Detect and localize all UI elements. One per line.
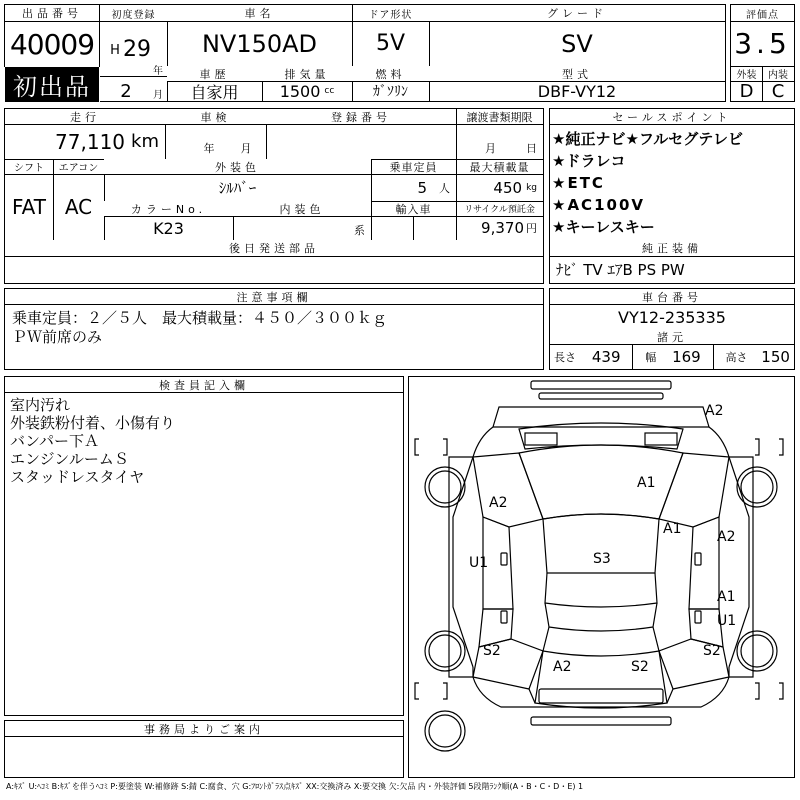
genuine-equipment-value: ﾅﾋﾞ TV ｴｱB PS PW [549, 256, 795, 284]
aircon-header: エアコン [53, 159, 105, 175]
int-color-cell [233, 216, 372, 241]
spec-divider [632, 344, 633, 370]
fuel-value: ｶﾞｿﾘﾝ [352, 81, 430, 102]
first-reg-month-unit: 月 [153, 89, 163, 100]
color-no-value: K23 [104, 216, 234, 241]
door-value: 5V [352, 21, 430, 67]
damage-diagram [408, 376, 795, 778]
sales-points-header: セールスポイント [549, 108, 795, 125]
mileage-header: 走行 [4, 108, 166, 125]
first-listing-badge: 初出品 [5, 67, 99, 102]
model-value: DBF-VY12 [429, 81, 726, 102]
ext-color-value: ｼﾙﾊﾞｰ [104, 174, 372, 202]
damage-mark: A1 [637, 475, 656, 491]
lot-number: 40009 [4, 21, 100, 67]
history-value: 自家用 [167, 81, 263, 102]
damage-mark: U1 [469, 555, 489, 571]
door-header: ドア形状 [352, 4, 430, 22]
recycle-cell [456, 216, 544, 241]
int-color-unit: 系 [354, 224, 365, 237]
office-header: 事務局よりご案内 [4, 720, 404, 737]
capacity-unit: 人 [439, 181, 450, 195]
max-load-unit: kg [526, 182, 537, 193]
plate-header: 登録番号 [266, 108, 457, 125]
spec-height-label: 高さ [725, 350, 748, 364]
color-no-header: カラーNo. [104, 201, 234, 217]
damage-mark: A2 [553, 659, 572, 675]
plate-value [266, 124, 457, 160]
int-header: 内装 [762, 66, 795, 82]
import-divider [413, 216, 414, 241]
spec-width-label: 幅 [645, 350, 657, 364]
aircon-value: AC [53, 174, 105, 241]
fuel-header: 燃料 [352, 66, 430, 82]
shift-header: シフト [4, 159, 54, 175]
spec-length-label: 長さ [554, 350, 576, 364]
damage-mark: A1 [717, 589, 736, 605]
transfer-cell [456, 124, 544, 160]
recycle-value: 9,370 [481, 219, 524, 237]
damage-mark: S2 [703, 643, 721, 659]
mileage-value: 77,110 [55, 129, 126, 154]
sales-point-item: ★ドラレコ [552, 152, 626, 170]
damage-mark: S2 [631, 659, 649, 675]
chassis-block [549, 288, 795, 370]
notes-header: 注意事項欄 [4, 288, 544, 305]
max-load-header: 最大積載量 [456, 159, 544, 175]
damage-mark: S3 [593, 551, 611, 567]
inspection-cell [165, 124, 267, 160]
vehicle-info-block [4, 108, 544, 284]
inspector-text: 室内汚れ 外装鉄粉付着、小傷有り バンパー下Ａ エンジンルームＳ スタッドレスタイヤ [10, 396, 176, 486]
score-header: 評価点 [730, 4, 795, 22]
capacity-cell [371, 174, 457, 202]
transfer-header: 譲渡書類期限 [456, 108, 544, 125]
car-outline-diagram [409, 377, 794, 777]
displacement-value: 1500 [279, 81, 321, 101]
sales-point-item: ★AC100V [552, 196, 645, 214]
mileage-unit: km [131, 131, 159, 152]
grade-header: グレード [429, 4, 726, 22]
damage-mark: U1 [717, 613, 737, 629]
import-value [371, 216, 457, 241]
first-reg-box [100, 21, 168, 77]
damage-mark: S2 [483, 643, 501, 659]
first-reg-year: 29 [123, 36, 151, 62]
lot-header: 出品番号 [4, 4, 100, 22]
ext-color-header: 外装色 [104, 159, 372, 175]
office-block [4, 720, 404, 778]
mileage-cell [4, 124, 166, 160]
genuine-equipment-header: 純正装備 [549, 240, 795, 257]
transfer-month-unit: 月 [485, 142, 496, 155]
spec-length: 439 [591, 347, 621, 366]
chassis-header: 車台番号 [549, 288, 795, 305]
model-header: 型式 [429, 66, 726, 82]
inspection-year-unit: 年 [203, 142, 215, 155]
first-reg-year-unit: 年 [153, 65, 163, 76]
car-name-header: 車名 [167, 4, 353, 22]
spec-width: 169 [672, 347, 701, 366]
max-load-cell [456, 174, 544, 202]
inspector-header: 検査員記入欄 [4, 376, 404, 393]
grade-value: SV [429, 21, 726, 67]
later-parts-value [4, 256, 544, 284]
score-value: 3.5 [730, 21, 795, 67]
car-name-value: NV150AD [167, 21, 353, 67]
first-reg-era: H [110, 42, 120, 58]
capacity-value: 5 [417, 178, 427, 197]
first-reg-header: 初度登録 [100, 4, 168, 22]
inspection-header: 車検 [165, 108, 267, 125]
first-reg-month: 2 [120, 80, 132, 102]
spec-height: 150 [761, 347, 790, 366]
damage-mark: A1 [663, 521, 682, 537]
spec-divider [713, 344, 714, 370]
import-header: 輸入車 [371, 201, 457, 217]
ext-header: 外装 [730, 66, 763, 82]
legend-text: A:ｷｽﾞ U:ﾍｺﾐ B:ｷｽﾞを伴うﾍｺﾐ P:要塗装 W:補修跡 S:錆 C:腐食、穴 G:ﾌﾛﾝﾄｶﾞﾗｽ点ｷｽﾞ XX:交換済み X:要交換 欠:欠品 内・外装評価 5段階ﾗﾝｸ順(A・B・C・D・E) 1 [6, 782, 584, 791]
inspector-block [4, 376, 404, 716]
displacement-cell [262, 81, 353, 102]
sales-points-block [549, 108, 795, 284]
int-score: C [762, 81, 795, 102]
displacement-header: 排気量 [262, 66, 353, 82]
first-reg-month-box [100, 76, 168, 102]
inspection-month-unit: 月 [240, 142, 252, 155]
transfer-day-unit: 日 [526, 142, 537, 155]
damage-mark: A2 [717, 529, 736, 545]
ext-score: D [730, 81, 763, 102]
office-body [4, 736, 404, 778]
sales-points-body [549, 124, 795, 241]
capacity-header: 乗車定員 [371, 159, 457, 175]
shift-value: FAT [4, 174, 54, 241]
chassis-value: VY12-235335 [549, 304, 795, 331]
recycle-header: リサイクル預託金 [456, 201, 544, 217]
damage-mark: A2 [705, 403, 724, 419]
specs-row [549, 344, 795, 370]
history-header: 車歴 [167, 66, 263, 82]
later-parts-header: 後日発送部品 [4, 240, 544, 257]
max-load-value: 450 [493, 178, 523, 197]
int-color-header: 内装色 [233, 201, 372, 217]
recycle-unit: 円 [526, 222, 537, 235]
displacement-unit: cc [324, 86, 335, 96]
damage-mark: A2 [489, 495, 508, 511]
specs-header: 諸元 [549, 330, 795, 345]
sales-point-item: ★ETC [552, 174, 605, 192]
sales-point-item: ★キーレスキー [552, 218, 655, 236]
notes-block [4, 288, 544, 370]
top-block [4, 4, 795, 102]
notes-text: 乗車定員：２／５人 最大積載量：４５０／３００ｋｇ ＰＷ前席のみ [12, 309, 388, 346]
sales-point-item: ★純正ナビ★フルセグテレビ [552, 130, 743, 148]
